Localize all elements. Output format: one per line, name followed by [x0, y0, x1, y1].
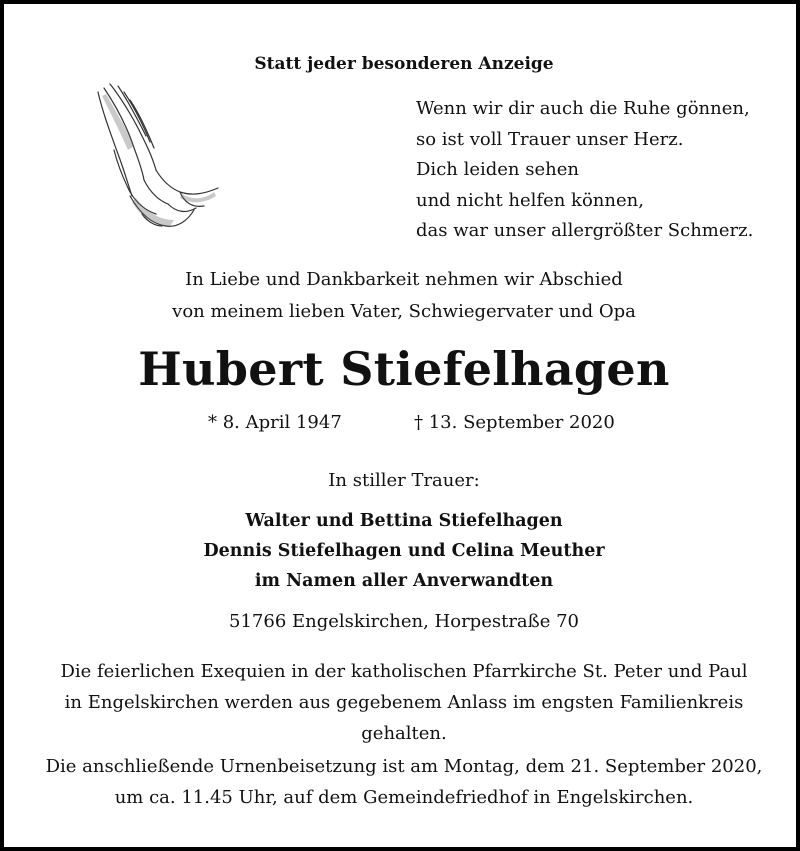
notice-header: Statt jeder besonderen Anzeige	[254, 54, 554, 74]
poem	[416, 94, 753, 247]
urn-line: um ca. 11.45 Uhr, auf dem Gemeindefriedhof in Engelskirchen.	[114, 787, 694, 808]
poem-line: Wenn wir dir auch die Ruhe gönnen,	[416, 98, 750, 119]
praying-hands-icon	[84, 80, 224, 230]
mourner-line: im Namen aller Anverwandten	[254, 571, 554, 591]
urn-line: Die anschließende Urnenbeisetzung ist am Montag, dem 21. September 2020,	[45, 756, 763, 777]
farewell-intro	[4, 264, 800, 328]
poem-line: Dich leiden sehen	[416, 159, 579, 180]
poem-line: und nicht helfen können,	[416, 189, 644, 211]
deceased-name: Hubert Stiefelhagen	[138, 342, 670, 396]
mourners-list	[4, 506, 800, 596]
death-date: † 13. September 2020	[414, 412, 615, 433]
exequien-line: Die feierlichen Exequien in der katholischen Pfarrkirche St. Peter und Paul	[60, 661, 748, 682]
poem-line: so ist voll Trauer unser Herz.	[416, 128, 684, 150]
intro-line: In Liebe und Dankbarkeit nehmen wir Abschied	[185, 269, 623, 290]
poem-line: das war unser allergrößter Schmerz.	[416, 220, 754, 241]
birth-date: * 8. April 1947	[208, 412, 342, 433]
exequien-notice	[44, 656, 764, 749]
family-address: 51766 Engelskirchen, Horpestraße 70	[229, 611, 579, 632]
exequien-line: gehalten.	[361, 723, 447, 744]
urn-burial-notice	[24, 751, 784, 813]
mourner-line: Walter und Bettina Stiefelhagen	[245, 511, 563, 531]
mourner-line: Dennis Stiefelhagen und Celina Meuther	[203, 541, 605, 561]
intro-line: von meinem lieben Vater, Schwiegervater und Opa	[172, 301, 636, 322]
mourners-label: In stiller Trauer:	[328, 470, 480, 491]
exequien-line: in Engelskirchen werden aus gegebenem Anlass im engsten Familienkreis	[64, 692, 744, 713]
